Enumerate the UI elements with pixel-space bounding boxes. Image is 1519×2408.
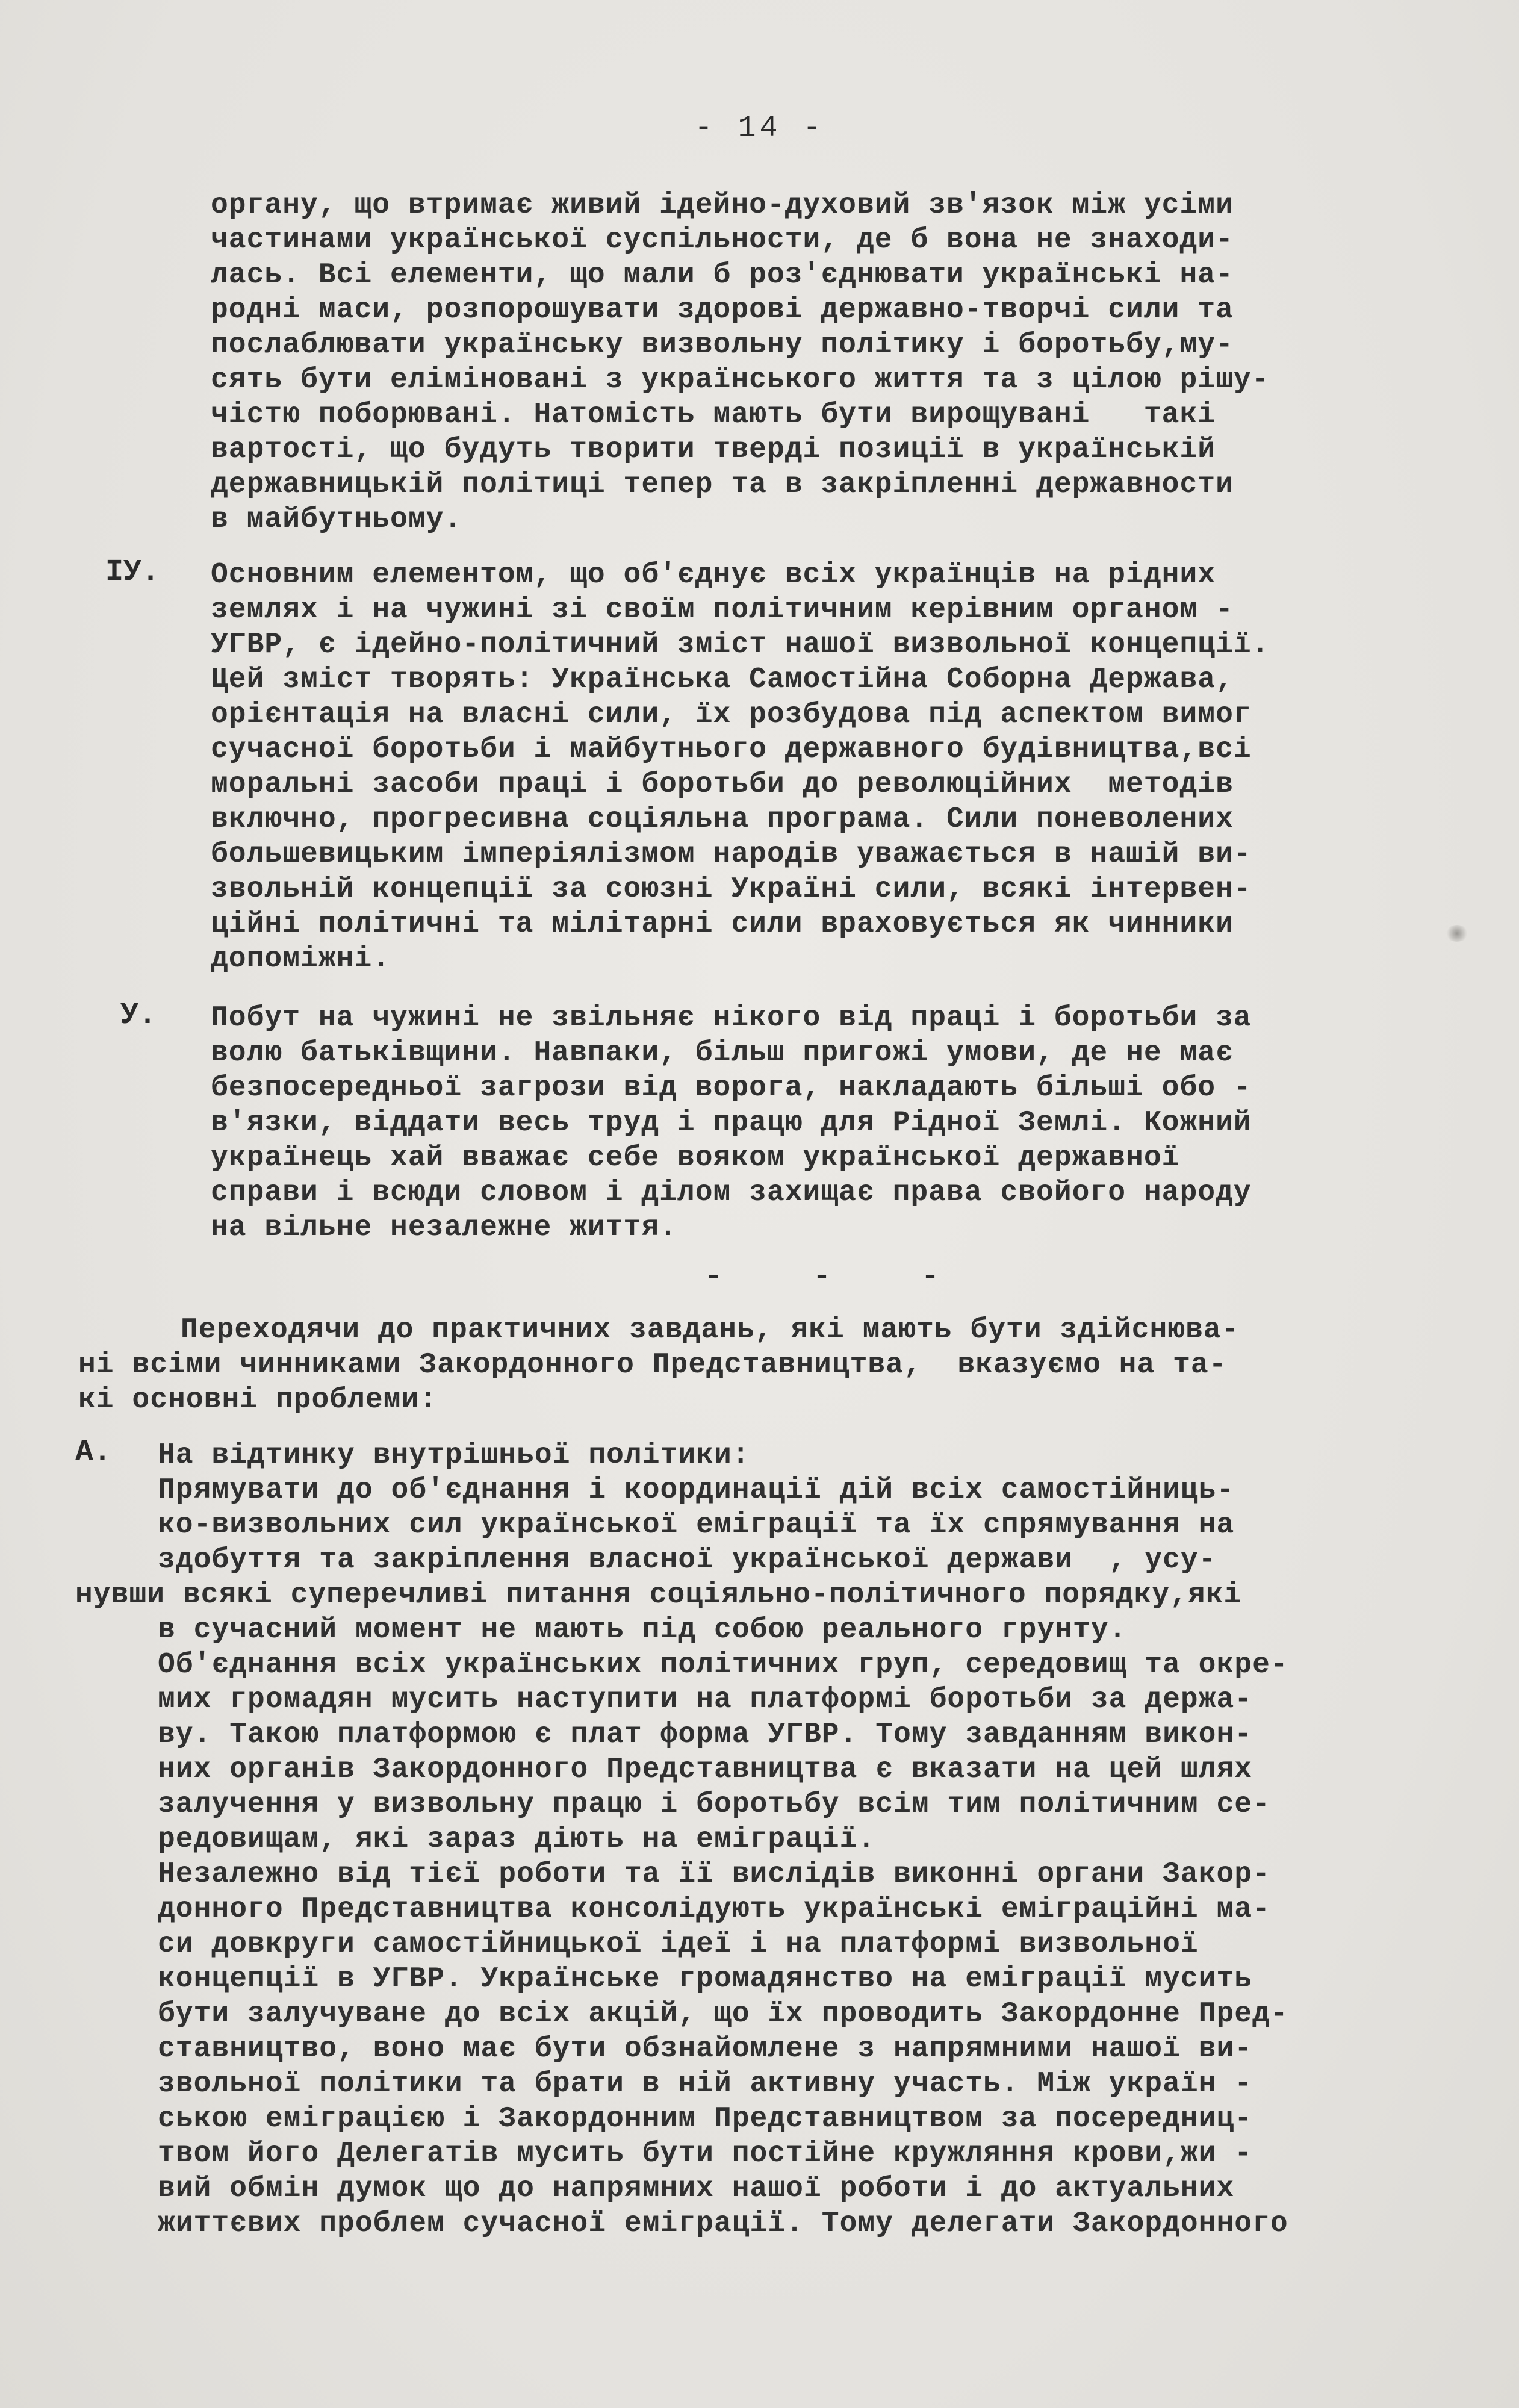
text-line: мих громадян мусить наступити на платформі боротьби за держа-	[158, 1684, 1253, 1716]
text-line: концепції в УГВР. Українське громадянство на еміграції мусить	[158, 1963, 1253, 1996]
text-line: включно, прогресивна соціяльна програма. Сили поневолених	[211, 803, 1234, 836]
text-line: послаблювати українську визвольну політику і боротьбу,му-	[211, 329, 1234, 361]
ink-smudge	[1445, 925, 1469, 942]
section-a-heading: На відтинку внутрішньої політики:	[158, 1439, 750, 1472]
text-line: безпосередньої загрози від ворога, накладають більші обо -	[211, 1072, 1252, 1104]
text-line: редовищам, які зараз діють на еміграції.	[158, 1823, 876, 1856]
text-line: родні маси, розпорошувати здорові державно-творчі сили та	[211, 294, 1234, 326]
text-line: Об'єднання всіх українських політичних груп, середовищ та окре-	[158, 1649, 1288, 1681]
text-line: нувши всякі суперечливі питання соціяльно-політичного порядку,які	[75, 1579, 1242, 1611]
text-line: допоміжні.	[211, 943, 391, 975]
text-line: сучасної боротьби і майбутнього державного будівництва,всі	[211, 733, 1252, 766]
text-line: в сучасний момент не мають під собою реального грунту.	[158, 1614, 1127, 1646]
text-line: твом його Делегатів мусить бути постійне кружляння крови,жи -	[158, 2138, 1253, 2170]
text-line: органу, що втримає живий ідейно-духовий зв'язок між усіми	[211, 189, 1234, 222]
text-line: них органів Закордонного Представництва є вказати на цей шлях	[158, 1753, 1253, 1786]
text-line: Незалежно від тієї роботи та її вислідів виконні органи Закор-	[158, 1858, 1270, 1891]
text-line: Переходячи до практичних завдань, які мають бути здійснюва-	[181, 1314, 1240, 1346]
text-line: донного Представництва консолідують українські еміграційні ма-	[158, 1893, 1270, 1926]
section-marker-a: А.	[75, 1436, 112, 1470]
text-line: ні всіми чинниками Закордонного Представництва, вказуємо на та-	[78, 1349, 1227, 1381]
text-line: ською еміграцією і Закордонним Представництвом за посередниц-	[158, 2103, 1253, 2135]
text-line: Цей зміст творять: Українська Самостійна Соборна Держава,	[211, 664, 1234, 696]
text-line: землях і на чужині зі своїм політичним керівним органом -	[211, 594, 1234, 626]
text-line: УГВР, є ідейно-політичний зміст нашої визвольної концепції.	[211, 629, 1270, 661]
text-line: ційні політичні та мілітарні сили враховується як чинники	[211, 908, 1234, 941]
text-line: ко-визвольних сил української еміграції та їх спрямування на	[158, 1509, 1235, 1542]
text-line: звольній концепції за союзні Україні сили, всякі інтервен-	[211, 873, 1252, 906]
text-line: вартості, що будуть творити тверді позиції в українській	[211, 434, 1216, 466]
text-line: в'язки, віддати весь труд і працю для Рідної Землі. Кожний	[211, 1107, 1252, 1139]
text-line: вий обмін думок що до напрямних нашої роботи і до актуальних	[158, 2173, 1235, 2205]
text-line: ставництво, воно має бути обзнайомлене з напрямними нашої ви-	[158, 2033, 1253, 2065]
section-separator: - - -	[704, 1260, 976, 1294]
text-line: волю батьківщини. Навпаки, більш пригожі умови, де не має	[211, 1037, 1234, 1069]
text-line: большевицьким імперіялізмом народів уважається в нашій ви-	[211, 838, 1252, 871]
text-line: моральні засоби праці і боротьби до революційних методів	[211, 768, 1234, 801]
section-marker-iv: ІУ.	[105, 555, 160, 590]
text-line: в майбутньому.	[211, 503, 462, 536]
text-line: звольної політики та брати в ній активну участь. Між україн -	[158, 2068, 1253, 2100]
section-marker-v: У.	[120, 998, 157, 1033]
text-line: життєвих проблем сучасної еміграції. Тому делегати Закордонного	[158, 2207, 1288, 2240]
text-line: справи і всюди словом і ділом захищає права свойого народу	[211, 1177, 1252, 1209]
text-line: сять бути еліміновані з українського життя та з цілою рішу-	[211, 364, 1270, 396]
text-line: Основним елементом, що об'єднує всіх українців на рідних	[211, 559, 1216, 591]
text-line: бути залучуване до всіх акцій, що їх проводить Закордонне Пред-	[158, 1998, 1288, 2030]
text-line: орієнтація на власні сили, їх розбудова під аспектом вимог	[211, 698, 1252, 731]
text-line: Прямувати до об'єднання і координації дій всіх самостійниць-	[158, 1474, 1235, 1507]
text-line: си довкруги самостійницької ідеї і на платформі визвольної	[158, 1928, 1199, 1961]
text-line: лась. Всі елементи, що мали б роз'єднювати українські на-	[211, 259, 1234, 291]
text-line: чістю поборювані. Натомість мають бути вирощувані такі	[211, 399, 1216, 431]
text-line: залучення у визвольну працю і боротьбу всім тим політичним се-	[158, 1788, 1270, 1821]
text-line: Побут на чужині не звільняє нікого від праці і боротьби за	[211, 1002, 1252, 1034]
text-line: на вільне незалежне життя.	[211, 1212, 677, 1244]
page-number: - 14 -	[694, 111, 825, 146]
text-line: ву. Такою платформою є плат форма УГВР. Тому завданням викон-	[158, 1719, 1253, 1751]
text-line: українець хай вважає себе вояком української державної	[211, 1142, 1180, 1174]
text-line: частинами української суспільности, де б вона не знаходи-	[211, 224, 1234, 257]
text-line: державницькій політиці тепер та в закріпленні державности	[211, 468, 1234, 501]
text-line: кі основні проблеми:	[78, 1384, 438, 1416]
text-line: здобуття та закріплення власної української держави , усу-	[158, 1544, 1217, 1576]
